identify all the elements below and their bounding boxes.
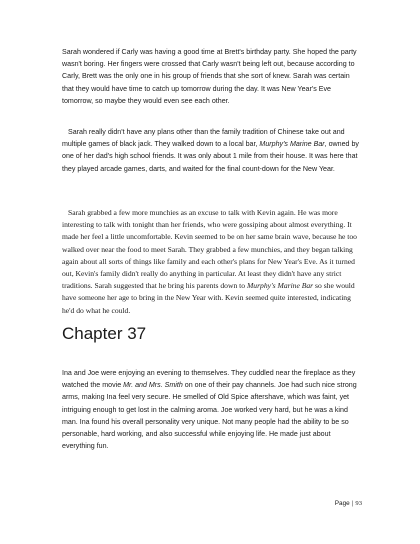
paragraph-text: so she would have someone her age to bring in the New Year with. Kevin seemed quite interested, indicating he'd do what he could.	[62, 281, 355, 315]
paragraph-text: Ina and Joe were enjoying an evening to themselves. They cuddled near the fireplace as they watched the movie	[62, 369, 356, 390]
bar-name-italic: Murphy's Marine Bar	[246, 281, 314, 291]
chapter-heading: Chapter 37	[62, 324, 147, 343]
paragraph-new-years-plans	[62, 126, 362, 175]
paragraph-kevin-talk	[62, 207, 362, 317]
paragraph-text: , owned by one of her dad's high school friends. It was only about 1 mile from their house. It was here that they played arcade games, darts, and waited for the final count-down for the New Year.	[62, 140, 359, 173]
page-number: 93	[355, 500, 362, 507]
page-separator: |	[351, 500, 354, 507]
paragraph-ina-joe	[62, 367, 362, 452]
paragraph-text: Sarah grabbed a few more munchies as an excuse to talk with Kevin again. He was more interesting to talk with tonight than her friends, who were gossiping about almost everything. It made her feel a little uncomfortable. Kevin seemed to be on her same brain wave, because he too walked over near the food to meet Sarah. They grabbed a few munchies, and they began talking again about all sorts of things like family and each other's plans for New Year's Eve. As it turned out, Kevin's family didn't really do anything in particular. At least they didn't have any strict traditions. Sarah suggested that he bring his parents down to	[62, 208, 357, 291]
page-label: Page	[334, 500, 350, 507]
bar-name-italic: Murphy's Marine Bar	[259, 140, 325, 149]
page-footer	[335, 500, 362, 507]
paragraph-text: Sarah really didn't have any plans other than the family tradition of Chinese take out and multiple games of black jack. They walked down to a local bar,	[62, 128, 345, 149]
paragraph-carly-party: Sarah wondered if Carly was having a good time at Brett's birthday party. She hoped the party wasn't boring. Her fingers were crossed that Carly wasn't being left out, because according to Carly, Brett was the only one in his group of friends that she sort of knew. Sarah was certain that they would have time to catch up tomorrow during the day. It was New Year's Eve tomorrow, so maybe they would even see each other.	[62, 48, 357, 105]
paragraph-text: on one of their pay channels. Joe had such nice strong arms, making Ina feel very secure. He smelled of Old Spice aftershave, which was faint, yet intriguing enough to get lost in the calming aroma. Joe worked very hard, but he was a kind man. Ina found his overall personality very unique. Not many people had the ability to be so personable, hard working, and also successful while enjoying life. He made just about everything fun.	[62, 381, 357, 451]
movie-title-italic: Mr. and Mrs. Smith	[123, 381, 183, 390]
